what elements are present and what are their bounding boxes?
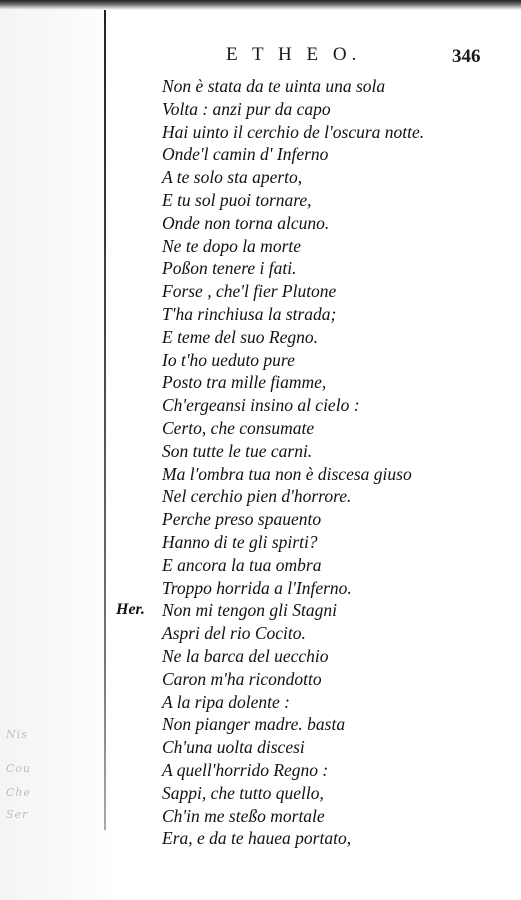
verse-text: Ne te dopo la morte [162,235,302,256]
verse-line [0,531,521,554]
verse-text: E tu sol puoi tornare, [162,189,312,210]
verse-text: Ma l'ombra tua non è discesa giuso [162,463,412,484]
verse-text: Posto tra mille fiamme, [162,372,327,393]
verse-line [0,463,521,486]
verse-line [0,668,521,691]
page-header [0,44,521,68]
verse-line [0,257,521,280]
verse-text: Forse , che'l fier Plutone [162,281,337,302]
bleed-through-mark: Nis [6,728,28,741]
verse-line [0,212,521,235]
verse-line [0,326,521,349]
verse-text: Non pianger madre. basta [162,714,346,735]
verse-line [0,121,521,144]
verse-text: Aspri del rio Cocito. [162,623,306,644]
verse-text: Onde non torna alcuno. [162,212,330,233]
verse-line [0,166,521,189]
verse-text: Ch'una uolta discesi [162,737,305,758]
verse-text: Era, e da te hauea portato, [162,828,352,849]
verse-line [0,440,521,463]
verse-text: A la ripa dolente : [162,691,290,712]
verse-text: Io t'ho ueduto pure [162,349,295,370]
verse-line [0,349,521,372]
verse-line [0,394,521,417]
verse-text: Non mi tengon gli Stagni [162,600,337,621]
verse-line [0,805,521,828]
verse-text: Troppo horrida a l'Inferno. [162,577,352,598]
verse-line [0,508,521,531]
verse-line [0,417,521,440]
verse-text: Certo, che consumate [162,417,315,438]
verse-text: Sappi, che tutto quello, [162,782,324,803]
verse-text: Poßon tenere i fati. [162,258,297,279]
verse-line [0,280,521,303]
verse-text: Hanno di te gli spirti? [162,531,318,552]
verse-line [0,759,521,782]
verse-text: Caron m'ha ricondotto [162,668,322,689]
bleed-through-mark: Che [6,786,32,799]
verse-text: Ch'in me steßo mortale [162,805,325,826]
verse-line [0,736,521,759]
verse-line [0,75,521,98]
verse-text: Volta : anzi pur da capo [162,98,331,119]
bleed-through-mark: Cou [6,762,32,775]
verse-line [0,143,521,166]
verse-line [0,622,521,645]
verse-line [0,303,521,326]
verse-line [0,189,521,212]
verse-line [0,713,521,736]
verse-line [0,691,521,714]
verse-line [0,235,521,258]
verse-text: Nel cerchio pien d'horrore. [162,486,352,507]
verse-text: E ancora la tua ombra [162,554,322,575]
running-head: E T H E O. [226,44,362,65]
verse-text: Ch'ergeansi insino al cielo : [162,395,360,416]
verse-line [0,782,521,805]
bleed-through-mark: Ser [6,808,29,821]
verse-line [0,554,521,577]
verse-line [0,599,521,622]
verse-text: A te solo sta aperto, [162,167,303,188]
verse-text: Son tutte le tue carni. [162,440,313,461]
verse-text: T'ha rinchiusa la strada; [162,303,337,324]
verse-line [0,485,521,508]
verse-text: Onde'l camin d' Inferno [162,144,329,165]
verse-line [0,827,521,850]
page-number: 346 [452,46,481,67]
verse-line [0,645,521,668]
verse-text: E teme del suo Regno. [162,326,318,347]
verse-text: Perche preso spauento [162,509,322,530]
verse-text: Non è stata da te uinta una sola [162,76,386,96]
verse-line [0,98,521,121]
verse-line [0,577,521,600]
verse-line [0,371,521,394]
page-top-edge [0,0,521,10]
verse-text: Hai uinto il cerchio de l'oscura notte. [162,121,425,142]
verse-text: Ne la barca del uecchio [162,645,329,666]
speaker-label: Her. [116,601,145,619]
verse-text: A quell'horrido Regno : [162,759,329,780]
verse-list [0,75,521,850]
